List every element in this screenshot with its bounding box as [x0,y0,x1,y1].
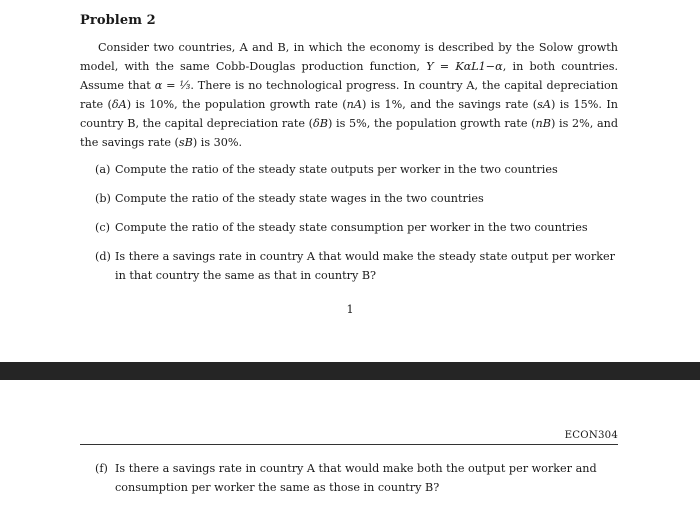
intro-text-8: ) is 2%, and the savings rate ( [80,117,618,149]
intro-text-6: ) is 15%. In country B, the capital depreciation rate ( [80,98,618,130]
intro-text-9: ) is 30%. [192,136,243,149]
intro-text-4: ) is 10%, the population growth rate ( [126,98,347,111]
item-label: (a) [95,163,111,176]
intro-text-1: Consider two countries, A and B, in which the economy is described by the Solow growth model, with the same Cobb-Douglas production function, [80,41,618,73]
list-item [95,247,620,285]
intro-text-7: ) is 5%, the population growth rate ( [328,117,536,130]
delta-b-symbol: δB [313,117,328,130]
item-text: Is there a savings rate in country A that would make the steady state output per worker in that country the same as that in country B? [115,250,616,282]
item-label: (c) [95,221,110,234]
item-text: Is there a savings rate in country A that would make both the output per worker and consumption per worker the same as those in country B? [115,462,597,494]
item-label: (d) [95,250,111,263]
page-number: 1 [346,303,354,316]
alpha-value: α = ⅓ [154,79,191,92]
problem-intro [80,38,618,152]
production-function: Y = KαL1−α [426,60,503,73]
list-item [95,160,620,179]
page-two [0,380,700,507]
problem-title: Problem 2 [80,13,156,28]
item-label: (f) [95,462,108,475]
item-label: (b) [95,192,111,205]
n-b-symbol: nB [535,117,551,130]
n-a-symbol: nA [346,98,362,111]
question-list [95,160,620,295]
delta-a-symbol: δA [111,98,127,111]
s-a-symbol: sA [537,98,551,111]
intro-text-2: , in both countries. Assume that [80,60,619,92]
item-text: Compute the ratio of the steady state consumption per worker in the two countries [115,221,588,234]
intro-text-3: . There is no technological progress. In country A, the capital depreciation rate ( [80,79,618,111]
list-item [95,189,620,208]
course-code: ECON304 [564,430,618,441]
header-rule [80,444,618,445]
page-divider-bar [0,362,700,380]
list-item [95,459,620,497]
item-text: Compute the ratio of the steady state outputs per worker in the two countries [115,163,558,176]
s-b-symbol: sB [178,136,193,149]
intro-text-5: ) is 1%, and the savings rate ( [361,98,538,111]
item-text: Compute the ratio of the steady state wages in the two countries [115,192,484,205]
list-item [95,218,620,237]
